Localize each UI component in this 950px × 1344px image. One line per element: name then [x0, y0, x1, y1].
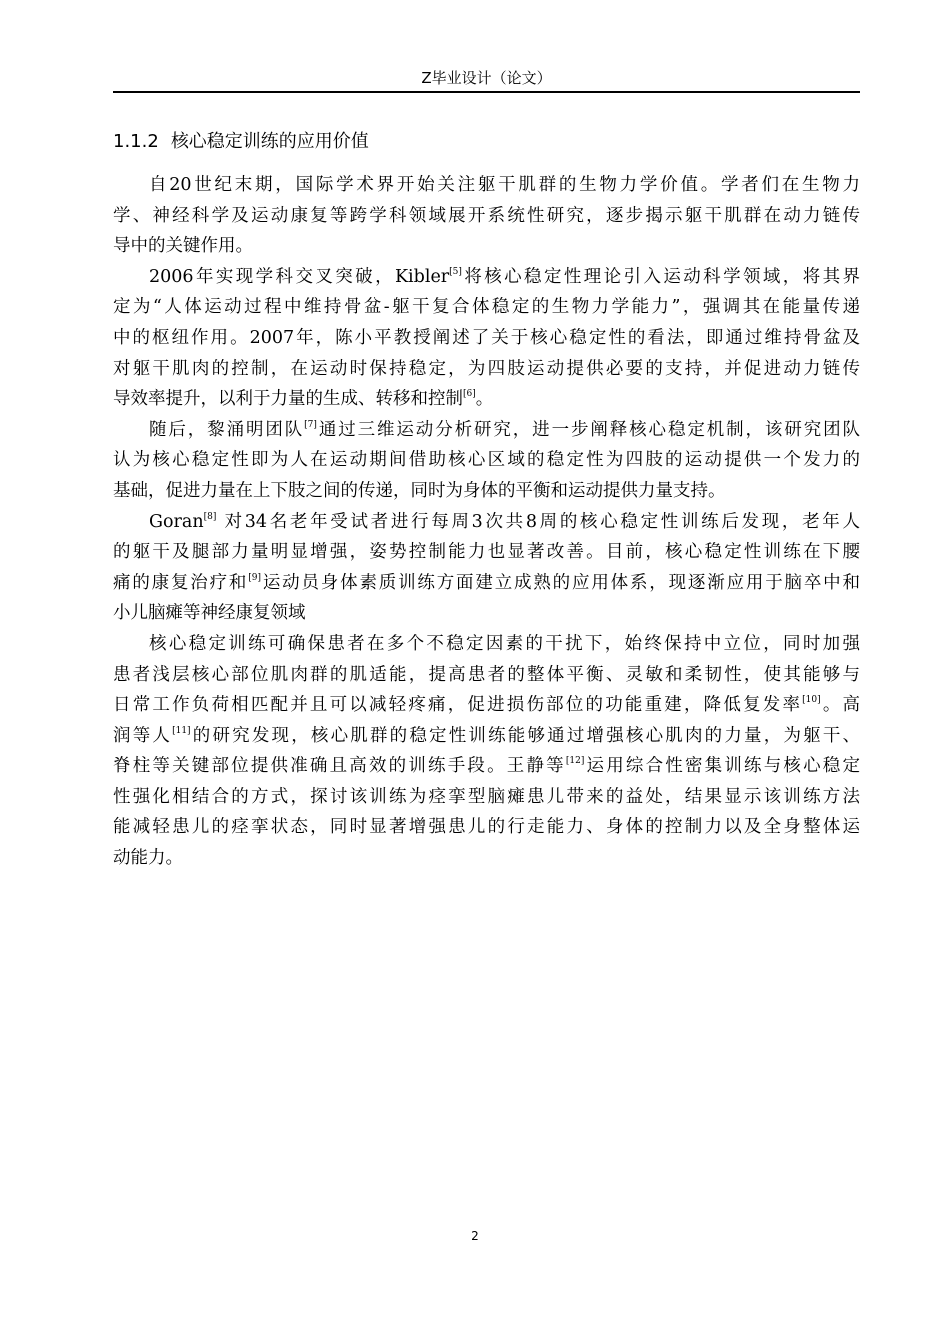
- paragraph: [113, 170, 860, 262]
- citation-ref: [9]: [248, 572, 262, 583]
- citation-ref: [6]: [463, 389, 476, 400]
- text-line: [113, 323, 860, 354]
- text-segment: 的躯干及腿部力量明显增强，姿势控制能力也显著改善。目前，核心稳定性训练在下腰: [113, 542, 860, 563]
- paragraph: [113, 629, 860, 874]
- text-segment: Goran: [149, 511, 204, 532]
- text-line: [113, 476, 860, 507]
- text-segment: 对34名老年受试者进行每周3次共8周的核心稳定性训练后发现，老年人: [216, 511, 860, 532]
- page-number: 2: [471, 1229, 479, 1243]
- body-text: [113, 170, 860, 874]
- running-header: Z毕业设计（论文）: [421, 69, 552, 87]
- text-segment: 患者浅层核心部位肌肉群的肌适能，提高患者的整体平衡、灵敏和柔韧性，使其能够与: [113, 664, 860, 685]
- text-segment: 学、神经科学及运动康复等跨学科领域展开系统性研究，逐步揭示躯干肌群在动力链传: [113, 205, 860, 226]
- text-line: [113, 812, 860, 843]
- text-line: [113, 445, 860, 476]
- header-rule: [113, 91, 860, 93]
- text-line: [113, 843, 860, 874]
- text-line: [113, 507, 860, 538]
- text-segment: 日常工作负荷相匹配并且可以减轻疼痛，促进损伤部位的功能重建，降低复发率: [113, 695, 803, 716]
- paragraph: [113, 507, 860, 629]
- text-segment: 运动员身体素质训练方面建立成熟的应用体系，现逐渐应用于脑卒中和: [261, 572, 860, 593]
- text-line: [113, 201, 860, 232]
- text-segment: 小儿脑瘫等神经康复领域: [113, 603, 306, 624]
- text-line: [113, 721, 860, 752]
- text-segment: 2006年实现学科交叉突破，Kibler: [149, 266, 450, 287]
- section-number: 1.1.2: [113, 131, 159, 152]
- text-segment: 运用综合性密集训练与核心稳定: [584, 756, 860, 777]
- text-line: [113, 292, 860, 323]
- citation-ref: [8]: [203, 511, 217, 522]
- text-line: [113, 384, 860, 415]
- text-line: [113, 231, 860, 262]
- text-line: [113, 354, 860, 385]
- text-segment: 能减轻患儿的痉挛状态，同时显著增强患儿的行走能力、身体的控制力以及全身整体运: [113, 817, 860, 838]
- text-line: [113, 660, 860, 691]
- text-segment: 认为核心稳定性即为人在运动期间借助核心区域的稳定性为四肢的运动提供一个发力的: [113, 450, 860, 471]
- text-line: [113, 629, 860, 660]
- section-heading: [113, 127, 369, 157]
- text-segment: 导中的关键作用。: [113, 236, 253, 257]
- text-segment: 脊柱等关键部位提供准确且高效的训练手段。王静等: [113, 756, 566, 777]
- text-segment: 痛的康复治疗和: [113, 572, 249, 593]
- text-segment: 核心稳定训练可确保患者在多个不稳定因素的干扰下，始终保持中立位，同时加强: [149, 633, 860, 654]
- citation-ref: [12]: [565, 756, 585, 767]
- citation-ref: [7]: [304, 419, 317, 430]
- citation-ref: [10]: [802, 695, 821, 706]
- text-line: [113, 537, 860, 568]
- text-segment: 的研究发现，核心肌群的稳定性训练能够通过增强核心肌肉的力量，为躯干、: [190, 725, 860, 746]
- text-segment: 对躯干肌肉的控制，在运动时保持稳定，为四肢运动提供必要的支持，并促进动力链传: [113, 358, 860, 379]
- paragraph: [113, 262, 860, 415]
- text-segment: 。高: [820, 695, 860, 716]
- text-line: [113, 568, 860, 599]
- text-segment: 性强化相结合的方式，探讨该训练为痉挛型脑瘫患儿带来的益处，结果显示该训练方法: [113, 786, 860, 807]
- text-line: [113, 598, 860, 629]
- text-line: [113, 415, 860, 446]
- text-line: [113, 170, 860, 201]
- text-segment: 中的枢纽作用。2007年，陈小平教授阐述了关于核心稳定性的看法，即通过维持骨盆及: [113, 327, 860, 348]
- text-line: [113, 751, 860, 782]
- text-segment: 动能力。: [113, 848, 183, 869]
- text-segment: 。: [475, 389, 494, 410]
- text-segment: 通过三维运动分析研究，进一步阐释核心稳定机制，该研究团队: [316, 419, 860, 440]
- text-line: [113, 782, 860, 813]
- text-segment: 自20世纪末期，国际学术界开始关注躯干肌群的生物力学价值。学者们在生物力: [149, 175, 860, 195]
- text-segment: 导效率提升，以利于力量的生成、转移和控制: [113, 389, 463, 410]
- text-line: [113, 262, 860, 293]
- text-segment: 将核心稳定性理论引入运动科学领域，将其界: [461, 266, 860, 287]
- text-segment: 基础，促进力量在上下肢之间的传递，同时为身体的平衡和运动提供力量支持。: [113, 480, 726, 501]
- text-segment: 随后，黎涌明团队: [149, 419, 305, 440]
- text-line: [113, 690, 860, 721]
- paragraph: [113, 415, 860, 507]
- text-segment: 润等人: [113, 725, 173, 746]
- section-title: 核心稳定训练的应用价值: [170, 131, 369, 152]
- text-segment: 定为“人体运动过程中维持骨盆-躯干复合体稳定的生物力学能力”，强调其在能量传递: [113, 297, 860, 318]
- citation-ref: [11]: [172, 725, 191, 736]
- citation-ref: [5]: [449, 266, 462, 277]
